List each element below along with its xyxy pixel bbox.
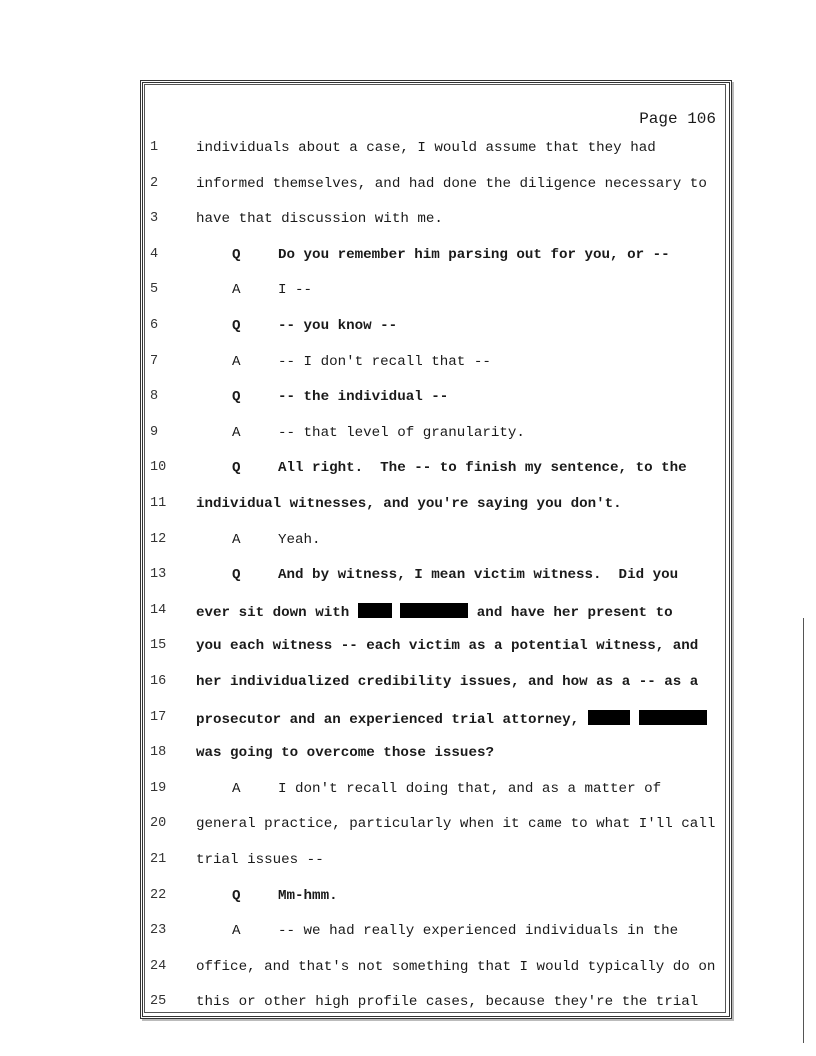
transcript-line	[0, 354, 816, 378]
transcript-line	[0, 425, 816, 449]
text-segment: Do you remember him parsing out for you, or --	[278, 246, 670, 263]
text-segment: prosecutor and an experienced trial attorney,	[196, 711, 588, 728]
line-text	[196, 638, 698, 654]
line-number: 15	[150, 638, 167, 654]
transcript-line	[0, 888, 816, 912]
transcript-line	[0, 638, 816, 662]
line-number: 5	[150, 282, 159, 298]
text-segment: her individualized credibility issues, and how as a -- as a	[196, 674, 699, 690]
transcript-line	[0, 959, 816, 983]
speaker-label: Q	[232, 318, 241, 334]
line-text	[196, 674, 698, 690]
line-text	[278, 354, 491, 370]
speaker-label: Q	[232, 887, 241, 904]
line-number: 7	[150, 353, 159, 369]
transcript-line	[0, 282, 816, 306]
page-number: Page 106	[639, 110, 716, 128]
text-segment: individual witnesses, and you're saying you don't.	[196, 496, 622, 512]
text-segment: this or other high profile cases, because they're the trial	[196, 994, 699, 1011]
speaker-label: A	[232, 282, 241, 299]
speaker-label: Q	[232, 246, 241, 263]
transcript-line	[0, 176, 816, 200]
line-text	[278, 460, 687, 476]
speaker-label: A	[232, 353, 241, 370]
line-text	[278, 888, 338, 904]
transcript-line	[0, 710, 816, 734]
speaker-label: A	[232, 780, 241, 797]
line-number: 8	[150, 389, 159, 405]
text-segment: -- I don't recall that --	[278, 353, 491, 370]
text-segment: And by witness, I mean victim witness. Did you	[278, 567, 679, 584]
line-number: 13	[150, 567, 167, 583]
line-text	[278, 282, 312, 298]
redaction-block	[358, 603, 392, 618]
line-text	[278, 532, 321, 548]
line-number: 4	[150, 246, 159, 262]
speaker-label: Q	[232, 460, 241, 477]
text-segment	[630, 712, 639, 728]
speaker-label: Q	[232, 567, 241, 584]
line-text	[196, 852, 324, 868]
line-text	[196, 994, 698, 1010]
text-segment: and have her present to	[468, 604, 673, 621]
line-number: 10	[150, 460, 167, 476]
line-text	[278, 318, 397, 334]
line-number: 21	[150, 852, 167, 867]
line-number: 11	[150, 496, 167, 511]
text-segment: you each witness -- each victim as a potential witness, and	[196, 638, 699, 655]
line-text	[278, 567, 678, 583]
transcript-line	[0, 781, 816, 805]
line-text	[196, 211, 443, 227]
transcript-line	[0, 567, 816, 591]
text-segment: was going to overcome those issues?	[196, 745, 494, 762]
transcript-line	[0, 674, 816, 698]
line-text	[278, 425, 525, 441]
text-segment	[392, 605, 401, 621]
speaker-label: A	[232, 531, 241, 548]
line-number: 19	[150, 780, 167, 796]
text-segment: informed themselves, and had done the diligence necessary to	[196, 175, 707, 192]
line-number: 3	[150, 211, 159, 227]
speaker-label: A	[232, 923, 241, 940]
transcript-line	[0, 852, 816, 876]
line-number: 25	[150, 994, 167, 1010]
line-text	[196, 745, 494, 761]
line-number: 16	[150, 674, 167, 689]
text-segment: Mm-hmm.	[278, 887, 338, 904]
transcript-line	[0, 745, 816, 769]
line-number: 12	[150, 531, 167, 547]
line-number: 23	[150, 923, 167, 939]
line-text	[196, 710, 707, 728]
line-number: 22	[150, 887, 167, 903]
text-segment: -- we had really experienced individuals in the	[278, 923, 679, 940]
text-segment: Yeah.	[278, 531, 321, 548]
line-number: 1	[150, 140, 159, 155]
transcript-line	[0, 532, 816, 556]
line-number: 20	[150, 816, 167, 832]
transcript-line	[0, 603, 816, 627]
line-text	[196, 603, 673, 621]
text-segment: I --	[278, 282, 313, 299]
text-segment: ever sit down with	[196, 604, 358, 621]
redaction-block	[400, 603, 468, 618]
redaction-block	[588, 710, 631, 725]
text-segment: individuals about a case, I would assume that they had	[196, 140, 656, 156]
transcript-line	[0, 496, 816, 520]
line-number: 9	[150, 424, 159, 440]
text-segment: All right. The -- to finish my sentence, to the	[278, 460, 687, 477]
transcript-line	[0, 211, 816, 235]
speaker-label: Q	[232, 389, 241, 406]
transcript-line	[0, 247, 816, 271]
text-segment: trial issues --	[196, 852, 324, 868]
text-segment: general practice, particularly when it came to what I'll call	[196, 816, 716, 833]
text-segment: -- that level of granularity.	[278, 424, 525, 441]
transcript-line	[0, 389, 816, 413]
line-text	[196, 176, 707, 192]
line-text	[196, 496, 622, 512]
text-segment: -- you know --	[278, 318, 398, 334]
transcript-line	[0, 460, 816, 484]
line-number: 24	[150, 958, 167, 974]
text-segment: have that discussion with me.	[196, 211, 443, 228]
line-text	[278, 923, 678, 939]
line-number: 6	[150, 318, 159, 333]
line-text	[278, 389, 448, 405]
redaction-block	[639, 710, 707, 725]
transcript-line	[0, 318, 816, 342]
transcript-line	[0, 923, 816, 947]
line-number: 18	[150, 745, 167, 761]
text-segment: I don't recall doing that, and as a matter of	[278, 780, 662, 797]
speaker-label: A	[232, 424, 241, 441]
text-segment: -- the individual --	[278, 389, 449, 406]
line-number: 2	[150, 175, 159, 191]
line-text	[278, 781, 661, 797]
line-number: 14	[150, 602, 167, 618]
text-segment: office, and that's not something that I would typically do on	[196, 958, 716, 975]
transcript-line	[0, 994, 816, 1018]
line-text	[278, 247, 670, 263]
transcript-line	[0, 140, 816, 164]
transcript-line	[0, 816, 816, 840]
line-text	[196, 140, 656, 156]
line-text	[196, 959, 715, 975]
line-number: 17	[150, 709, 167, 725]
line-text	[196, 816, 715, 832]
